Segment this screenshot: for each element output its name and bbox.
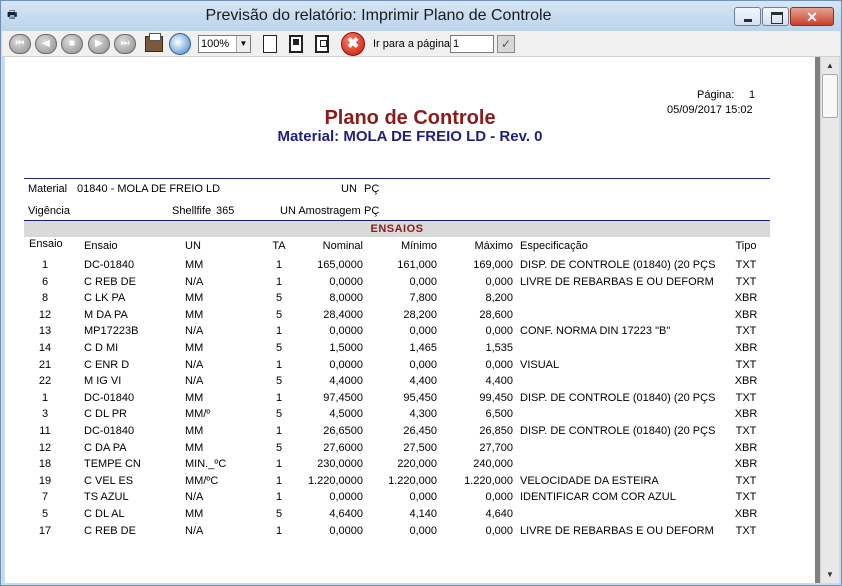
cell-nominal: 0,0000 xyxy=(329,275,363,288)
cell-maximo: 0,000 xyxy=(485,524,513,537)
cell-maximo: 4,400 xyxy=(485,375,513,388)
cell-ensaio: 12 xyxy=(38,441,52,454)
table-row xyxy=(5,292,815,308)
vigencia-label: Vigência xyxy=(28,205,70,217)
cell-ta: 5 xyxy=(275,508,283,520)
cell-ensaio: 8 xyxy=(41,292,49,305)
scroll-thumb[interactable] xyxy=(822,74,838,118)
cell-ta: 1 xyxy=(275,458,283,471)
cell-nominal: 97,4500 xyxy=(323,391,363,404)
cell-nominal: 4,6400 xyxy=(329,508,363,520)
cell-tipo: XBR xyxy=(734,375,758,388)
cell-tipo: TXT xyxy=(735,491,757,504)
maximize-button[interactable] xyxy=(762,7,789,26)
table-header-row xyxy=(5,240,815,256)
cell-minimo: 0,000 xyxy=(409,491,437,504)
cell-un: N/A xyxy=(185,491,204,504)
shelflife-label: Shellfife xyxy=(172,205,212,217)
table-row xyxy=(5,525,815,541)
title-bar[interactable] xyxy=(1,1,841,31)
cell-nominal: 1,5000 xyxy=(329,342,363,354)
cell-nominal: 0,0000 xyxy=(329,325,363,338)
cell-maximo: 0,000 xyxy=(485,325,513,338)
cell-un: MM xyxy=(185,292,204,305)
cell-minimo: 1.220,000 xyxy=(388,474,437,487)
cell-ta: 5 xyxy=(275,408,283,421)
cell-ensaio: 5 xyxy=(41,508,49,520)
cell-ensaio: 1 xyxy=(41,259,49,271)
cell-ta: 1 xyxy=(275,425,283,437)
cell-maximo: 26,850 xyxy=(479,425,513,437)
cell-nome: C ENR D xyxy=(84,358,130,371)
cell-minimo: 4,300 xyxy=(409,408,437,421)
cell-un: MM xyxy=(185,441,204,454)
cell-maximo: 169,000 xyxy=(473,259,513,271)
header-ensaio-name: Ensaio xyxy=(84,240,118,252)
previous-page-button[interactable]: ◀ xyxy=(35,34,57,54)
cell-ensaio: 13 xyxy=(38,325,52,338)
cell-ta: 5 xyxy=(275,375,283,388)
cell-nome: C VEL ES xyxy=(84,474,134,487)
cell-nominal: 26,6500 xyxy=(323,425,363,437)
scroll-down-icon[interactable]: ▼ xyxy=(826,570,834,579)
chevron-down-icon: ▼ xyxy=(236,36,250,52)
cell-ta: 1 xyxy=(275,491,283,504)
cell-un: N/A xyxy=(185,375,204,388)
cell-maximo: 8,200 xyxy=(485,292,513,305)
table-row xyxy=(5,342,815,358)
cell-maximo: 240,000 xyxy=(473,458,513,471)
cell-nome: DC-01840 xyxy=(84,259,135,271)
cell-un: MIN._ºC xyxy=(185,458,227,471)
cell-minimo: 1,465 xyxy=(409,342,437,354)
cell-minimo: 95,450 xyxy=(403,391,437,404)
header-ensaio-code: Ensaio xyxy=(29,238,63,250)
cell-un: N/A xyxy=(185,524,204,537)
cell-tipo: TXT xyxy=(735,474,757,487)
table-row xyxy=(5,408,815,424)
cell-ensaio: 11 xyxy=(39,425,51,437)
cell-ta: 5 xyxy=(275,441,283,454)
cell-nominal: 27,6000 xyxy=(323,441,363,454)
cell-ensaio: 17 xyxy=(38,524,52,537)
cell-minimo: 220,000 xyxy=(397,458,437,471)
scroll-up-icon[interactable]: ▲ xyxy=(826,61,834,70)
cell-tipo: XBR xyxy=(734,408,758,421)
report-app-icon[interactable]: 🖶 xyxy=(7,9,18,21)
cell-nome: TEMPE CN xyxy=(84,458,141,471)
cell-ensaio: 7 xyxy=(41,491,49,504)
report-title: Plano de Controle xyxy=(324,107,496,129)
cell-tipo: XBR xyxy=(734,308,758,321)
report-page xyxy=(5,57,815,583)
un-amostragem-value: PÇ xyxy=(364,205,380,217)
table-row xyxy=(5,375,815,391)
cell-nominal: 1.220,0000 xyxy=(307,474,363,487)
cell-tipo: XBR xyxy=(734,508,758,520)
cell-un: MM xyxy=(185,308,204,321)
cell-nome: C DL AL xyxy=(84,508,125,520)
cell-minimo: 4,400 xyxy=(409,375,437,388)
cell-ensaio: 1 xyxy=(41,391,49,404)
cell-tipo: XBR xyxy=(734,458,758,471)
un-label: UN xyxy=(341,183,357,195)
cell-un: MM xyxy=(185,425,204,437)
cell-ensaio: 3 xyxy=(41,408,49,421)
cell-maximo: 0,000 xyxy=(485,491,513,504)
cell-ensaio: 18 xyxy=(38,458,52,471)
page-number-value: 1 xyxy=(749,89,756,101)
goto-page-input[interactable]: 1 xyxy=(450,35,494,53)
report-viewport xyxy=(5,57,839,583)
cell-un: MM/º xyxy=(185,408,211,421)
header-divider xyxy=(24,178,770,179)
zoom-value: 100% xyxy=(201,38,230,50)
cell-espec: CONF. NORMA DIN 17223 "B" xyxy=(520,325,671,338)
cell-tipo: TXT xyxy=(735,391,757,404)
cell-ta: 1 xyxy=(275,391,283,404)
cell-maximo: 1,535 xyxy=(485,342,513,354)
cell-un: N/A xyxy=(185,325,204,338)
cell-nome: DC-01840 xyxy=(84,391,135,404)
cell-ta: 5 xyxy=(275,342,283,354)
page-width-view-icon[interactable] xyxy=(289,35,303,53)
last-page-button[interactable]: ⏭ xyxy=(114,34,136,54)
cell-nominal: 0,0000 xyxy=(329,491,363,504)
cell-maximo: 1.220,000 xyxy=(464,474,513,487)
cell-nominal: 28,4000 xyxy=(323,308,363,321)
cell-nome: MP17223B xyxy=(84,325,139,338)
cell-tipo: TXT xyxy=(735,259,757,271)
cell-ensaio: 22 xyxy=(38,375,52,388)
cell-un: N/A xyxy=(185,275,204,288)
cell-nome: M DA PA xyxy=(84,308,128,321)
cell-espec: DISP. DE CONTROLE (01840) (20 PÇS xyxy=(520,391,716,404)
goto-confirm-button[interactable]: ✓ xyxy=(497,35,515,53)
cell-nominal: 230,0000 xyxy=(317,458,363,471)
cell-nome: C REB DE xyxy=(84,524,136,537)
cell-nome: TS AZUL xyxy=(84,491,129,504)
table-row xyxy=(5,309,815,325)
material-value: 01840 - MOLA DE FREIO LD xyxy=(77,183,221,195)
cell-nominal: 4,4000 xyxy=(329,375,363,388)
stop-button[interactable]: ■ xyxy=(61,34,83,54)
cell-tipo: TXT xyxy=(735,524,757,537)
cell-maximo: 0,000 xyxy=(485,275,513,288)
header-maximo: Máximo xyxy=(474,240,513,252)
cell-tipo: XBR xyxy=(734,441,758,454)
cell-ta: 5 xyxy=(275,292,283,305)
cell-nome: C D MI xyxy=(84,342,119,354)
cell-minimo: 0,000 xyxy=(409,275,437,288)
cell-espec: VISUAL xyxy=(520,358,560,371)
minimize-button[interactable] xyxy=(734,7,761,26)
cell-nome: C LK PA xyxy=(84,292,126,305)
un-amostragem-label: UN Amostragem xyxy=(280,205,361,217)
cell-minimo: 28,200 xyxy=(403,308,437,321)
header-especificacao: Especificação xyxy=(520,240,588,252)
cell-minimo: 27,500 xyxy=(403,441,437,454)
cell-maximo: 27,700 xyxy=(479,441,513,454)
next-page-button[interactable]: ▶ xyxy=(88,34,110,54)
first-page-button[interactable]: ⏮ xyxy=(9,34,31,54)
cell-nominal: 0,0000 xyxy=(329,358,363,371)
cell-minimo: 0,000 xyxy=(409,524,437,537)
cell-tipo: TXT xyxy=(735,358,757,371)
close-window-button[interactable] xyxy=(790,7,834,26)
cell-minimo: 26,450 xyxy=(403,425,437,437)
header-minimo: Mínimo xyxy=(400,240,437,252)
vertical-scrollbar[interactable] xyxy=(820,57,839,583)
cell-maximo: 4,640 xyxy=(485,508,513,520)
cell-un: MM xyxy=(185,342,204,354)
un-value: PÇ xyxy=(364,183,380,195)
cell-nominal: 0,0000 xyxy=(329,524,363,537)
table-row xyxy=(5,392,815,408)
cell-minimo: 0,000 xyxy=(409,358,437,371)
cell-minimo: 161,000 xyxy=(397,259,437,271)
cell-nome: C REB DE xyxy=(84,275,136,288)
cell-un: MM xyxy=(185,508,204,520)
table-row xyxy=(5,259,815,275)
cell-ensaio: 12 xyxy=(38,308,52,321)
table-row xyxy=(5,425,815,441)
table-row xyxy=(5,475,815,491)
report-subtitle: Material: MOLA DE FREIO LD - Rev. 0 xyxy=(277,128,543,145)
goto-page-label: Ir para a página xyxy=(373,38,451,50)
table-row xyxy=(5,276,815,292)
cell-ta: 1 xyxy=(275,524,283,537)
cell-ta: 1 xyxy=(275,474,283,487)
table-row xyxy=(5,325,815,341)
cell-ensaio: 21 xyxy=(38,358,52,371)
table-row xyxy=(5,508,815,524)
cell-minimo: 7,800 xyxy=(409,292,437,305)
close-icon: ✕ xyxy=(806,9,818,25)
header-nominal: Nominal xyxy=(322,240,363,252)
cell-nominal: 165,0000 xyxy=(317,259,363,271)
ensaios-section-title: ENSAIOS xyxy=(370,223,424,235)
zoom-select[interactable] xyxy=(198,35,251,53)
cell-tipo: TXT xyxy=(735,275,757,288)
cell-un: MM xyxy=(185,391,204,404)
cell-tipo: XBR xyxy=(734,342,758,354)
table-row xyxy=(5,442,815,458)
cell-nome: DC-01840 xyxy=(84,425,135,437)
cell-ta: 5 xyxy=(275,308,283,321)
cell-ensaio: 19 xyxy=(38,474,52,487)
table-row xyxy=(5,458,815,474)
cell-un: MM xyxy=(185,259,204,271)
cell-maximo: 99,450 xyxy=(479,391,513,404)
cell-nome: C DL PR xyxy=(84,408,127,421)
cell-un: MM/ºC xyxy=(185,474,219,487)
cell-espec: DISP. DE CONTROLE (01840) (20 PÇS xyxy=(520,259,716,271)
cell-minimo: 4,140 xyxy=(409,508,437,520)
cell-espec: LIVRE DE REBARBAS E OU DEFORM xyxy=(520,275,714,288)
cell-espec: LIVRE DE REBARBAS E OU DEFORM xyxy=(520,524,714,537)
single-page-view-icon[interactable] xyxy=(263,35,277,53)
page-number-label: Página: xyxy=(697,89,735,101)
cell-ensaio: 14 xyxy=(38,342,52,354)
multi-page-view-icon[interactable] xyxy=(315,35,329,53)
shelflife-value: 365 xyxy=(216,205,235,217)
cell-ta: 1 xyxy=(275,358,283,371)
cell-tipo: TXT xyxy=(735,325,757,338)
cell-maximo: 28,600 xyxy=(479,308,513,321)
preview-toolbar xyxy=(2,31,840,57)
cell-ta: 1 xyxy=(275,275,283,288)
cell-nome: C DA PA xyxy=(84,441,127,454)
table-row xyxy=(5,359,815,375)
cell-tipo: XBR xyxy=(734,292,758,305)
export-globe-icon[interactable] xyxy=(169,33,191,55)
report-date: 05/09/2017 15:02 xyxy=(667,104,753,116)
cell-tipo: TXT xyxy=(735,425,757,437)
header-ta: TA xyxy=(272,240,286,252)
cell-un: N/A xyxy=(185,358,204,371)
cell-espec: VELOCIDADE DA ESTEIRA xyxy=(520,474,659,487)
window-title: Previsão do relatório: Imprimir Plano de Controle xyxy=(205,7,552,24)
print-icon[interactable] xyxy=(145,36,163,52)
cell-ta: 1 xyxy=(275,259,283,271)
header-tipo: Tipo xyxy=(735,240,757,252)
cell-espec: DISP. DE CONTROLE (01840) (20 PÇS xyxy=(520,425,716,437)
cell-nominal: 8,0000 xyxy=(329,292,363,305)
cell-minimo: 0,000 xyxy=(409,325,437,338)
table-row xyxy=(5,491,815,507)
cell-ensaio: 6 xyxy=(41,275,49,288)
cell-espec: IDENTIFICAR COM COR AZUL xyxy=(520,491,676,504)
cell-nome: M IG VI xyxy=(84,375,122,388)
cell-maximo: 6,500 xyxy=(485,408,513,421)
header-un: UN xyxy=(185,240,201,252)
cell-ta: 1 xyxy=(275,325,283,338)
material-label: Material xyxy=(28,183,68,195)
cell-nominal: 4,5000 xyxy=(329,408,363,421)
close-preview-button[interactable]: ✖ xyxy=(341,32,365,56)
cell-maximo: 0,000 xyxy=(485,358,513,371)
